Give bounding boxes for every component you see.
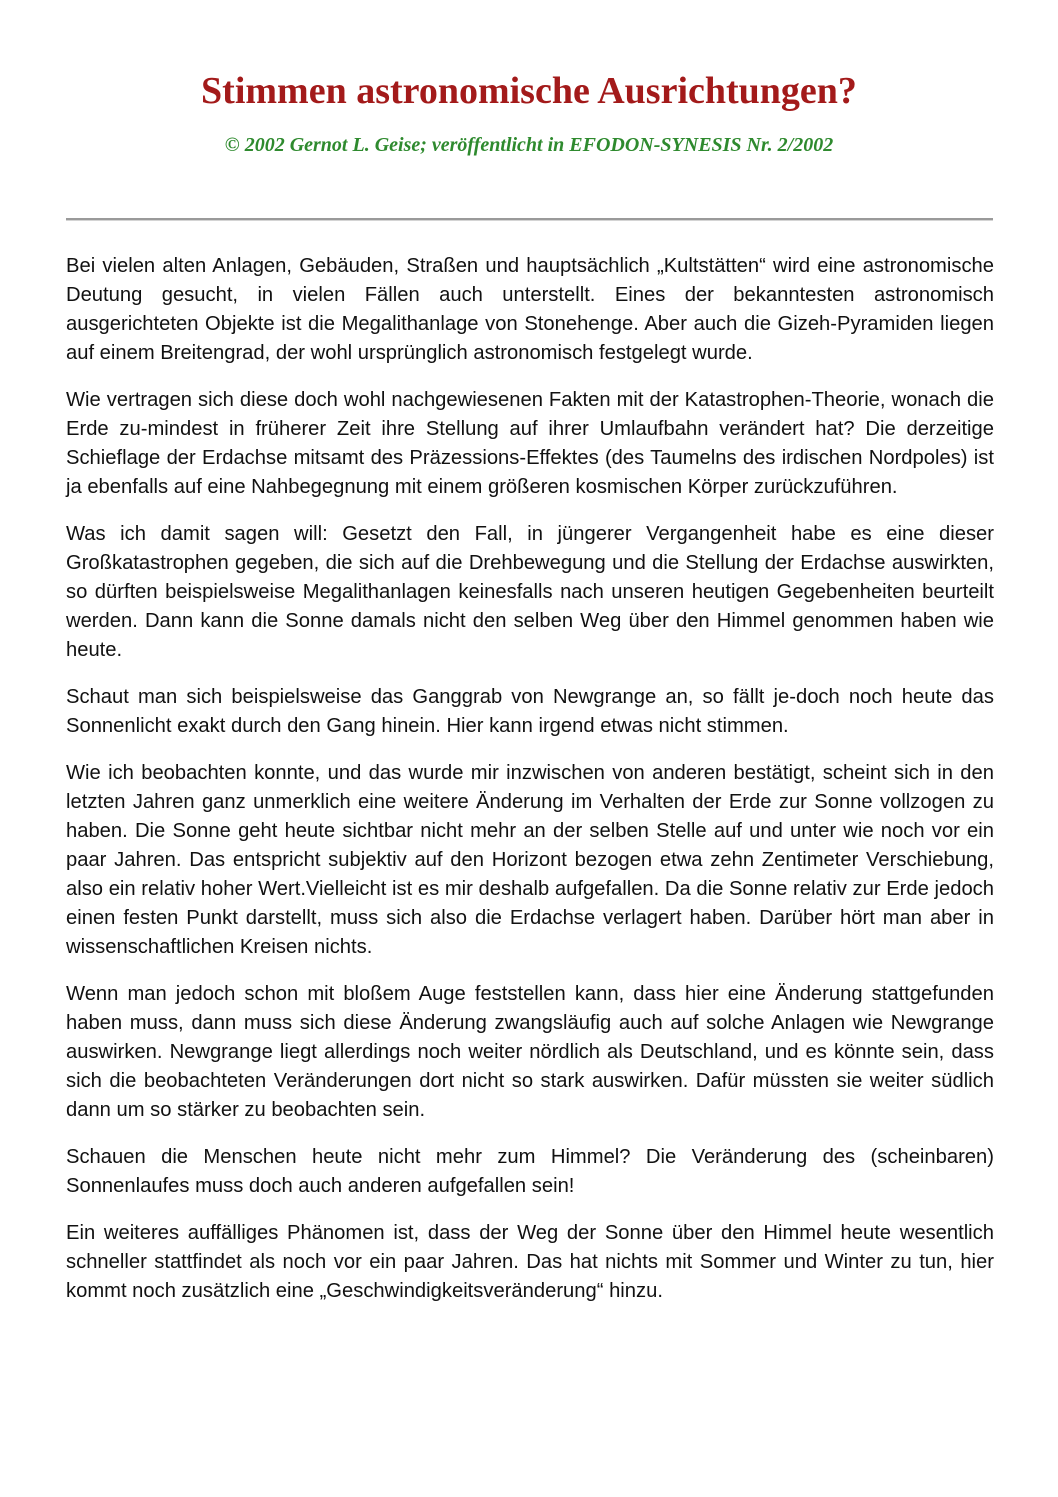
paragraph: Schaut man sich beispielsweise das Ganggrab von Newgrange an, so fällt je-doch noch heute das Sonnenlicht exakt durch den Gang hinein. Hier kann irgend etwas nicht stimmen.: [66, 686, 994, 737]
document-subtitle: © 2002 Gernot L. Geise; veröffentlicht in EFODON-SYNESIS Nr. 2/2002: [224, 134, 834, 156]
paragraph: Wie ich beobachten konnte, und das wurde mir inzwischen von anderen bestätigt, scheint sich in den letzten Jahren ganz unmerklich eine weitere Änderung im Verhalten der Erde zur Sonne vollzogen zu haben. Die Sonne geht heute sichtbar nicht mehr an der selben Stelle auf und unter wie noch vor ein paar Jahren. Das entspricht subjektiv auf den Horizont bezogen etwa zehn Zentimeter Verschiebung, also ein relativ hoher Wert.Vielleicht ist es mir deshalb aufgefallen. Da die Sonne relativ zur Erde jedoch einen festen Punkt darstellt, muss sich also die Erdachse verlagert haben. Darüber hört man aber in wissenschaftlichen Kreisen nichts.: [66, 762, 994, 958]
paragraph: Bei vielen alten Anlagen, Gebäuden, Straßen und hauptsächlich „Kultstätten“ wird eine astronomische Deutung gesucht, in vielen Fällen auch unterstellt. Eines der bekanntesten astronomisch ausgerichteten Objekte ist die Megalithanlage von Stonehenge. Aber auch die Gizeh-Pyramiden liegen auf einem Breitengrad, der wohl ursprünglich astronomisch festgelegt wurde.: [66, 255, 994, 364]
document-title: Stimmen astronomische Ausrichtungen?: [201, 70, 857, 112]
paragraph: Wenn man jedoch schon mit bloßem Auge feststellen kann, dass hier eine Änderung stattgefunden haben muss, dann muss sich diese Änderung zwangsläufig auch auf solche Anlagen wie Newgrange auswirken. Newgrange liegt allerdings noch weiter nördlich als Deutschland, und es könnte sein, dass sich die beobachteten Veränderungen dort nicht so stark auswirken. Dafür müssten sie weiter südlich dann um so stärker zu beobachten sein.: [66, 983, 994, 1121]
paragraph: Wie vertragen sich diese doch wohl nachgewiesenen Fakten mit der Katastrophen-Theorie, wonach die Erde zu-mindest in früherer Zeit ihre Stellung auf ihrer Umlaufbahn verändert hat? Die derzeitige Schieflage der Erdachse mitsamt des Präzessions-Effektes (des Taumelns des irdischen Nordpoles) ist ja ebenfalls auf eine Nahbegegnung mit einem größeren kosmischen Körper zurückzuführen.: [66, 389, 994, 498]
paragraph: Ein weiteres auffälliges Phänomen ist, dass der Weg der Sonne über den Himmel heute wesentlich schneller stattfindet als noch vor ein paar Jahren. Das hat nichts mit Sommer und Winter zu tun, hier kommt noch zusätzlich eine „Geschwindigkeitsveränderung“ hinzu.: [66, 1222, 994, 1302]
horizontal-divider: [66, 218, 993, 221]
paragraph: Was ich damit sagen will: Gesetzt den Fall, in jüngerer Vergangenheit habe es eine dieser Großkatastrophen gegeben, die sich auf die Drehbewegung und die Stellung der Erdachse auswirkten, so dürften beispielsweise Megalithanlagen keinesfalls nach unseren heutigen Gegebenheiten beurteilt werden. Dann kann die Sonne damals nicht den selben Weg über den Himmel genommen haben wie heute.: [66, 523, 994, 661]
paragraph: Schauen die Menschen heute nicht mehr zum Himmel? Die Veränderung des (scheinbaren) Sonnenlaufes muss doch auch anderen aufgefallen sein!: [66, 1146, 994, 1197]
article-body: [66, 252, 994, 1324]
